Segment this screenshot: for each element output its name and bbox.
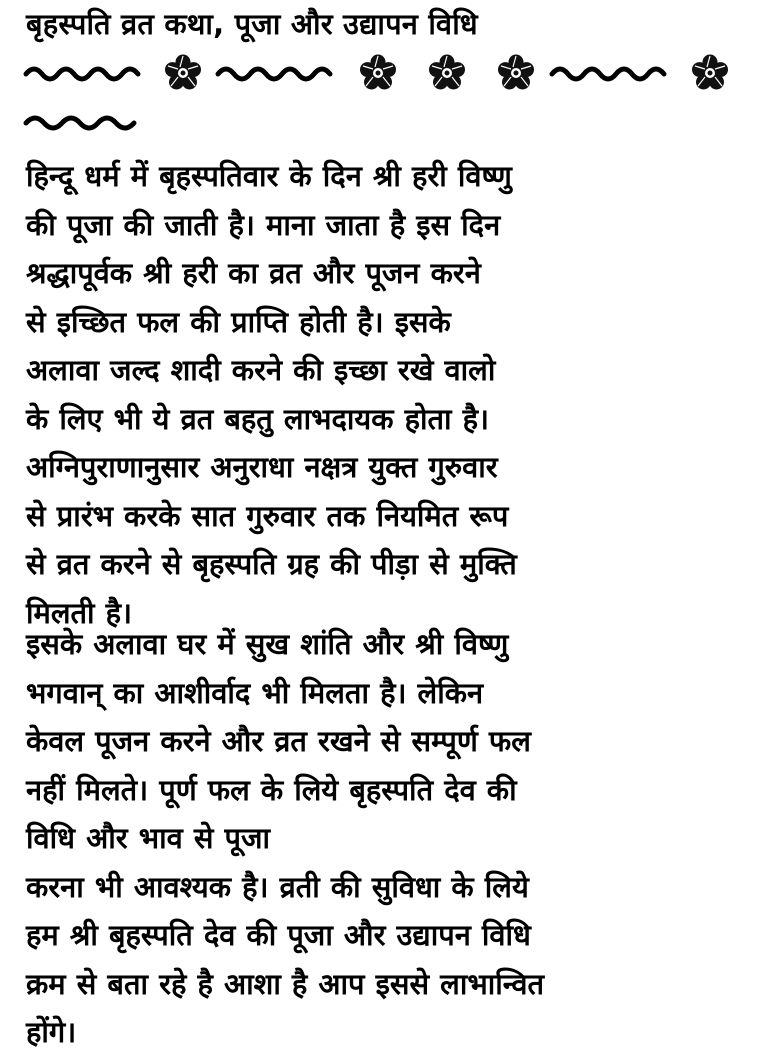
flower-ornament-icon xyxy=(165,55,201,90)
flower-ornament-icon xyxy=(498,55,534,90)
ornament-divider-bottom xyxy=(0,108,768,138)
text-line: होंगे। xyxy=(26,1015,77,1049)
page-title: बृहस्पति व्रत कथा, पूजा और उद्यापन विधि xyxy=(26,7,478,41)
paragraph-intro xyxy=(26,152,756,637)
text-line: से प्रारंभ करके सात गुरुवार तक नियमित रूप xyxy=(26,498,509,533)
paragraph-benefits xyxy=(26,620,756,1057)
text-line: मिलती है। xyxy=(26,595,133,630)
flower-ornament-icon xyxy=(429,55,465,90)
text-line: से व्रत करने से बृहस्पति ग्रह की पीड़ा से मुक्ति xyxy=(26,547,517,581)
text-line: इसके अलावा घर में सुख शांति और श्री विष्णु xyxy=(26,627,509,661)
text-line: अग्निपुराणानुसार अनुराधा नक्षत्र युक्त गुरुवार xyxy=(26,450,498,484)
text-line: से इच्छित फल की प्राप्ति होती है। इसके xyxy=(26,304,451,339)
text-line: केवल पूजन करने और व्रत रखने से सम्पूर्ण फल xyxy=(26,724,531,758)
text-line: हिन्दू धर्म में बृहस्पतिवार के दिन श्री हरी विष्णु xyxy=(26,159,512,193)
text-line: की पूजा की जाती है। माना जाता है इस दिन xyxy=(26,207,501,242)
text-line: हम श्री बृहस्पति देव की पूजा और उद्यापन विधि xyxy=(26,918,531,952)
text-line: श्रद्धापूर्वक श्री हरी का व्रत और पूजन करने xyxy=(26,256,481,290)
flower-ornament-icon xyxy=(360,55,396,90)
text-line: भगवान् का आशीर्वाद भी मिलता है। लेकिन xyxy=(26,675,484,710)
wave-squiggle-icon xyxy=(26,118,134,128)
flower-ornament-icon xyxy=(692,55,728,90)
text-line: करना भी आवश्यक है। व्रती की सुविधा के लिये xyxy=(26,869,529,904)
wave-squiggle-icon xyxy=(552,69,664,79)
text-line: अलावा जल्द शादी करने की इच्छा रखे वालो xyxy=(26,353,496,387)
wave-squiggle-icon xyxy=(218,69,330,79)
ornament-divider-top xyxy=(0,50,768,96)
text-line: क्रम से बता रहे है आशा है आप इससे लाभान्वित xyxy=(26,966,545,1001)
wave-squiggle-icon xyxy=(26,69,138,79)
text-line: नहीं मिलते। पूर्ण फल के लिये बृहस्पति देव की xyxy=(26,772,517,807)
text-line: विधि और भाव से पूजा xyxy=(26,821,271,855)
text-line: के लिए भी ये व्रत बहतु लाभदायक होता है। xyxy=(26,401,490,436)
